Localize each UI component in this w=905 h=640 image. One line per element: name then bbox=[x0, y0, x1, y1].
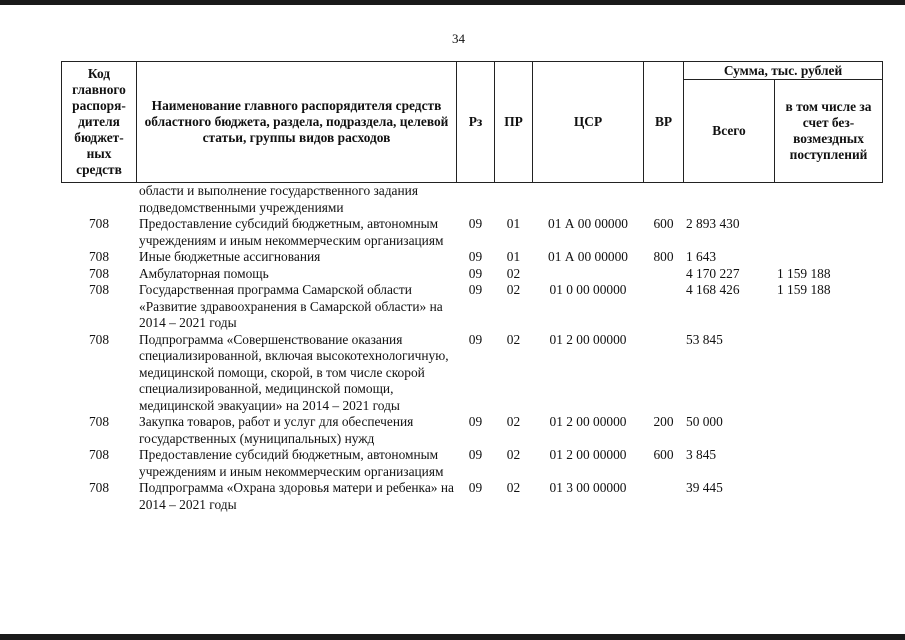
cell-code: 708 bbox=[88, 331, 110, 347]
cell-gratuitous: 1 159 188 bbox=[777, 265, 831, 281]
cell-code: 708 bbox=[88, 282, 110, 297]
header-pr: ПР bbox=[495, 62, 533, 183]
table-row bbox=[62, 249, 883, 266]
table-header bbox=[62, 62, 883, 183]
cell-rz: 09 bbox=[468, 265, 483, 281]
cell-vr: 600 bbox=[653, 447, 674, 462]
cell-vr bbox=[644, 266, 684, 283]
cell-name: Закупка товаров, работ и услуг для обеспечения государственных (муниципальных) нужд bbox=[139, 414, 414, 446]
cell-total: 2 893 430 bbox=[686, 216, 740, 231]
cell-total: 1 643 bbox=[686, 249, 717, 264]
cell-gratuitous bbox=[775, 414, 883, 447]
cell-pr: 02 bbox=[506, 265, 521, 281]
table-row bbox=[62, 480, 883, 513]
budget-table bbox=[61, 61, 883, 513]
cell-name: Иные бюджетные ассигнования bbox=[139, 249, 321, 264]
cell-name: области и выполнение государственного задания подведомственными учреждениями bbox=[139, 183, 418, 215]
header-name: Наименование главного распорядителя средств областного бюджета, раздела, подраздела, целевой статьи, группы видов расходов bbox=[137, 62, 457, 183]
cell-pr: 02 bbox=[506, 447, 521, 462]
cell-code: 708 bbox=[88, 447, 110, 462]
header-vr: ВР bbox=[644, 62, 684, 183]
cell-total bbox=[684, 183, 775, 217]
header-code: Код главного распоря-дителя бюджет-ных средств bbox=[62, 62, 137, 183]
cell-code: 708 bbox=[88, 216, 110, 231]
cell-rz: 09 bbox=[468, 249, 483, 264]
cell-name: Подпрограмма «Охрана здоровья матери и ребенка» на 2014 – 2021 годы bbox=[139, 480, 454, 512]
cell-pr: 01 bbox=[506, 216, 521, 231]
cell-csr bbox=[533, 266, 644, 283]
cell-total: 50 000 bbox=[686, 414, 723, 429]
cell-rz: 09 bbox=[468, 216, 483, 231]
cell-csr: 01 А 00 00000 bbox=[548, 216, 628, 231]
cell-csr: 01 3 00 00000 bbox=[549, 480, 627, 495]
cell-pr: 02 bbox=[506, 331, 521, 347]
cell-name: Амбулаторная помощь bbox=[139, 265, 269, 281]
cell-vr bbox=[644, 282, 684, 332]
table-row bbox=[62, 216, 883, 249]
cell-name: Государственная программа Самарской области «Развитие здравоохранения в Самарской области» на 2014 – 2021 годы bbox=[139, 282, 443, 330]
cell-code: 708 bbox=[88, 414, 110, 429]
header-including: в том числе за счет без-возмездных поступлений bbox=[775, 80, 883, 183]
cell-gratuitous bbox=[775, 216, 883, 249]
cell-pr bbox=[495, 183, 533, 217]
scan-top-border bbox=[0, 0, 905, 5]
cell-pr: 02 bbox=[506, 282, 521, 297]
header-sum-group: Сумма, тыс. рублей bbox=[684, 62, 883, 80]
cell-gratuitous bbox=[775, 332, 883, 415]
cell-vr bbox=[644, 332, 684, 415]
cell-total: 53 845 bbox=[686, 331, 723, 347]
cell-vr: 600 bbox=[653, 216, 674, 231]
cell-gratuitous bbox=[775, 183, 883, 217]
cell-name: Предоставление субсидий бюджетным, автономным учреждениям и иным некоммерческим организациям bbox=[139, 447, 444, 479]
table-row bbox=[62, 414, 883, 447]
cell-csr: 01 2 00 00000 bbox=[549, 414, 627, 429]
cell-pr: 02 bbox=[506, 480, 521, 495]
cell-total: 39 445 bbox=[686, 480, 723, 495]
page-number: 34 bbox=[452, 31, 465, 46]
cell-rz: 09 bbox=[468, 282, 483, 297]
table-row bbox=[62, 282, 883, 332]
cell-total: 4 168 426 bbox=[686, 282, 740, 297]
cell-rz: 09 bbox=[468, 480, 483, 495]
cell-rz: 09 bbox=[468, 414, 483, 429]
cell-vr: 200 bbox=[653, 414, 674, 429]
table-row bbox=[62, 332, 883, 415]
table-row bbox=[62, 447, 883, 480]
cell-code: 708 bbox=[88, 480, 110, 495]
table-row bbox=[62, 183, 883, 217]
scan-bottom-border bbox=[0, 634, 905, 640]
cell-gratuitous: 1 159 188 bbox=[777, 282, 831, 297]
cell-total: 3 845 bbox=[686, 447, 717, 462]
cell-code: 708 bbox=[88, 265, 110, 281]
cell-csr: 01 2 00 00000 bbox=[549, 331, 627, 347]
cell-name: Подпрограмма «Совершенствование оказания специализированной, включая высокотехнологичную, медицинской помощи, скорой, в том числе скорой специализированной, медицинской помощи, медицинской эвакуации» на 2014 – 2021 годы bbox=[139, 331, 449, 413]
cell-vr bbox=[644, 480, 684, 513]
cell-code bbox=[62, 183, 137, 217]
cell-rz: 09 bbox=[468, 447, 483, 462]
cell-pr: 01 bbox=[506, 249, 521, 264]
header-csr: ЦСР bbox=[533, 62, 644, 183]
cell-vr: 800 bbox=[653, 249, 674, 264]
cell-code: 708 bbox=[88, 249, 110, 264]
cell-csr bbox=[533, 183, 644, 217]
cell-name: Предоставление субсидий бюджетным, автономным учреждениям и иным некоммерческим организациям bbox=[139, 216, 444, 248]
cell-gratuitous bbox=[775, 249, 883, 266]
cell-pr: 02 bbox=[506, 414, 521, 429]
cell-csr: 01 А 00 00000 bbox=[548, 249, 628, 264]
cell-vr bbox=[644, 183, 684, 217]
cell-gratuitous bbox=[775, 447, 883, 480]
table-row bbox=[62, 266, 883, 283]
cell-csr: 01 2 00 00000 bbox=[549, 447, 627, 462]
cell-rz: 09 bbox=[468, 331, 483, 347]
cell-rz bbox=[457, 183, 495, 217]
header-rz: Рз bbox=[457, 62, 495, 183]
cell-total: 4 170 227 bbox=[686, 265, 740, 281]
cell-gratuitous bbox=[775, 480, 883, 513]
header-total: Всего bbox=[684, 80, 775, 183]
table-body bbox=[62, 183, 883, 514]
cell-csr: 01 0 00 00000 bbox=[549, 282, 627, 297]
